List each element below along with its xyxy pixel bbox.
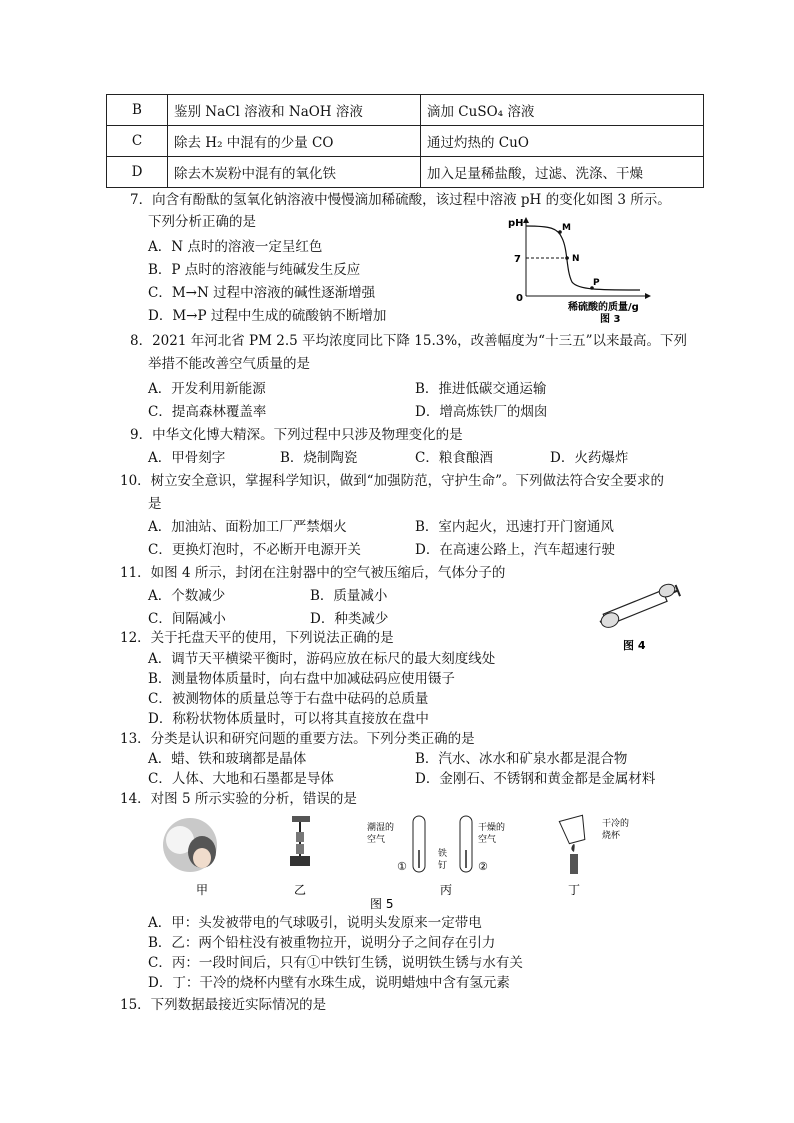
svg-text:烧杯: 烧杯 [602, 831, 621, 841]
weight [290, 856, 310, 866]
label-p: P [593, 278, 600, 288]
svg-text:②: ② [478, 860, 488, 873]
q10-option-b: B．室内起火，迅速打开门窗通风 [415, 519, 614, 535]
q8-stem-2: 举措不能改善空气质量的是 [148, 356, 310, 372]
point-n [565, 256, 569, 260]
table-cell: 滴加 CuSO₄ 溶液 [421, 95, 704, 126]
q14-option-c: C．丙：一段时间后，只有①中铁钉生锈，说明铁生锈与水有关 [148, 955, 523, 971]
q13-stem: 13．分类是认识和研究问题的重要方法。下列分类正确的是 [120, 731, 475, 747]
table-cell: 鉴别 NaCl 溶液和 NaOH 溶液 [168, 95, 421, 126]
svg-text:潮湿的: 潮湿的 [367, 823, 395, 833]
svg-text:干冷的: 干冷的 [602, 819, 630, 829]
panel-yi [290, 816, 310, 897]
syringe-figure [585, 575, 690, 655]
q13-option-b: B．汽水、冰水和矿泉水都是混合物 [415, 751, 628, 767]
candle [570, 854, 578, 874]
q7-option-c: C．M→N 过程中溶液的碱性逐渐增强 [148, 285, 376, 301]
svg-text:空气: 空气 [478, 835, 497, 845]
q7-option-a: A．N 点时的溶液一定呈红色 [148, 239, 323, 255]
table-cell: 通过灼热的 CuO [421, 126, 704, 157]
table-cell: D [107, 157, 168, 188]
svg-text:铁: 铁 [438, 849, 448, 859]
q15-stem: 15．下列数据最接近实际情况的是 [120, 997, 327, 1013]
q7-option-b: B．P 点时的溶液能与纯碱发生反应 [148, 262, 361, 278]
q11-stem: 11．如图 4 所示，封闭在注射器中的空气被压缩后，气体分子的 [120, 565, 506, 581]
options-table [106, 94, 704, 188]
tick-7: 7 [514, 254, 521, 265]
beaker [559, 815, 588, 844]
q13-option-a: A．蜡、铁和玻璃都是晶体 [148, 751, 307, 767]
q8-option-c: C．提高森林覆盖率 [148, 404, 267, 420]
q9-stem: 9．中华文化博大精深。下列过程中只涉及物理变化的是 [130, 427, 463, 443]
q8-option-d: D．增高炼铁厂的烟囱 [415, 404, 548, 420]
q8-option-b: B．推进低碳交通运输 [415, 381, 547, 397]
table-row [107, 157, 704, 188]
q7-option-d: D．M→P 过程中生成的硫酸钠不断增加 [148, 308, 387, 324]
table-cell: B [107, 95, 168, 126]
panel-bing [367, 816, 505, 897]
q11-option-d: D．种类减少 [310, 611, 389, 627]
table-cell: 加入足量稀盐酸，过滤、洗涤、干燥 [421, 157, 704, 188]
q10-stem: 10．树立安全意识，掌握科学知识，做到“加强防范，守护生命”。下列做法符合安全要求的 [120, 473, 664, 489]
q12-option-c: C．被测物体的质量总等于右盘中砝码的总质量 [148, 691, 429, 707]
q12-option-a: A．调节天平横梁平衡时，游码应放在标尺的最大刻度线处 [148, 651, 496, 667]
q12-option-b: B．测量物体质量时，向右盘中加减砝码应使用镊子 [148, 671, 455, 687]
table-row [107, 126, 704, 157]
q12-stem: 12．关于托盘天平的使用，下列说法正确的是 [120, 630, 394, 646]
label-jia: 甲 [196, 883, 209, 897]
q10-stem-2: 是 [148, 496, 162, 512]
figure-caption: 图 5 [370, 897, 394, 910]
experiment-figure [150, 810, 680, 910]
q13-option-d: D．金刚石、不锈钢和黄金都是金属材料 [415, 771, 656, 787]
flame [571, 844, 574, 852]
svg-text:钉: 钉 [438, 861, 448, 871]
table-cell: 除去 H₂ 中混有的少量 CO [168, 126, 421, 157]
label-ding: 丁 [568, 883, 581, 897]
y-axis-label: pH [508, 218, 524, 229]
origin-label: 0 [516, 293, 523, 304]
q10-option-d: D．在高速公路上，汽车超速行驶 [415, 542, 615, 558]
panel-ding [559, 815, 629, 897]
label-yi: 乙 [294, 883, 307, 897]
q12-option-d: D．称粉状物体质量时，可以将其直接放在盘中 [148, 711, 429, 727]
x-axis-label: 稀硫酸的质量/g [568, 302, 639, 313]
table-cell: 除去木炭粉中混有的氧化铁 [168, 157, 421, 188]
q14-stem: 14．对图 5 所示实验的分析，错误的是 [120, 791, 357, 807]
q14-option-a: A．甲：头发被带电的气球吸引，说明头发原来一定带电 [148, 915, 482, 931]
hand-icon [657, 582, 676, 599]
girl-face [193, 848, 211, 868]
svg-text:干燥的: 干燥的 [478, 823, 506, 833]
q14-option-d: D．丁：干冷的烧杯内壁有水珠生成，说明蜡烛中含有氢元素 [148, 975, 510, 991]
svg-text:空气: 空气 [367, 835, 386, 845]
q11-option-b: B．质量减小 [310, 588, 388, 604]
hand-icon [292, 816, 310, 822]
label-n: N [572, 254, 580, 264]
figure-caption: 图 3 [600, 314, 621, 325]
q7-stem: 7．向含有酚酞的氢氧化钠溶液中慢慢滴加稀硫酸，该过程中溶液 pH 的变化如图 3 所示。 [130, 192, 671, 208]
q9-option-b: B．烧制陶瓷 [280, 450, 358, 466]
ph-curve-figure [500, 210, 660, 325]
q9-option-d: D．火药爆炸 [550, 450, 629, 466]
q8-stem: 8．2021 年河北省 PM 2.5 平均浓度同比下降 15.3%，改善幅度为“十三五”以来最高。下列 [130, 333, 687, 349]
q10-option-a: A．加油站、面粉加工厂严禁烟火 [148, 519, 347, 535]
panel-jia [163, 818, 217, 897]
q13-option-c: C．人体、大地和石墨都是导体 [148, 771, 334, 787]
q11-option-a: A．个数减少 [148, 588, 226, 604]
label-bing: 丙 [440, 883, 453, 897]
figure-caption: 图 4 [623, 639, 646, 652]
q8-option-a: A．开发利用新能源 [148, 381, 266, 397]
q9-option-c: C．粮食酿酒 [415, 450, 493, 466]
q7-stem-2: 下列分析正确的是 [148, 214, 256, 230]
q10-option-c: C．更换灯泡时，不必断开电源开关 [148, 542, 361, 558]
label-m: M [562, 223, 571, 233]
svg-text:①: ① [397, 860, 407, 873]
q14-option-b: B．乙：两个铅柱没有被重物拉开，说明分子之间存在引力 [148, 935, 496, 951]
q11-option-c: C．间隔减小 [148, 611, 226, 627]
table-row [107, 95, 704, 126]
q9-option-a: A．甲骨刻字 [148, 450, 226, 466]
table-cell: C [107, 126, 168, 157]
hand-icon [599, 610, 621, 630]
